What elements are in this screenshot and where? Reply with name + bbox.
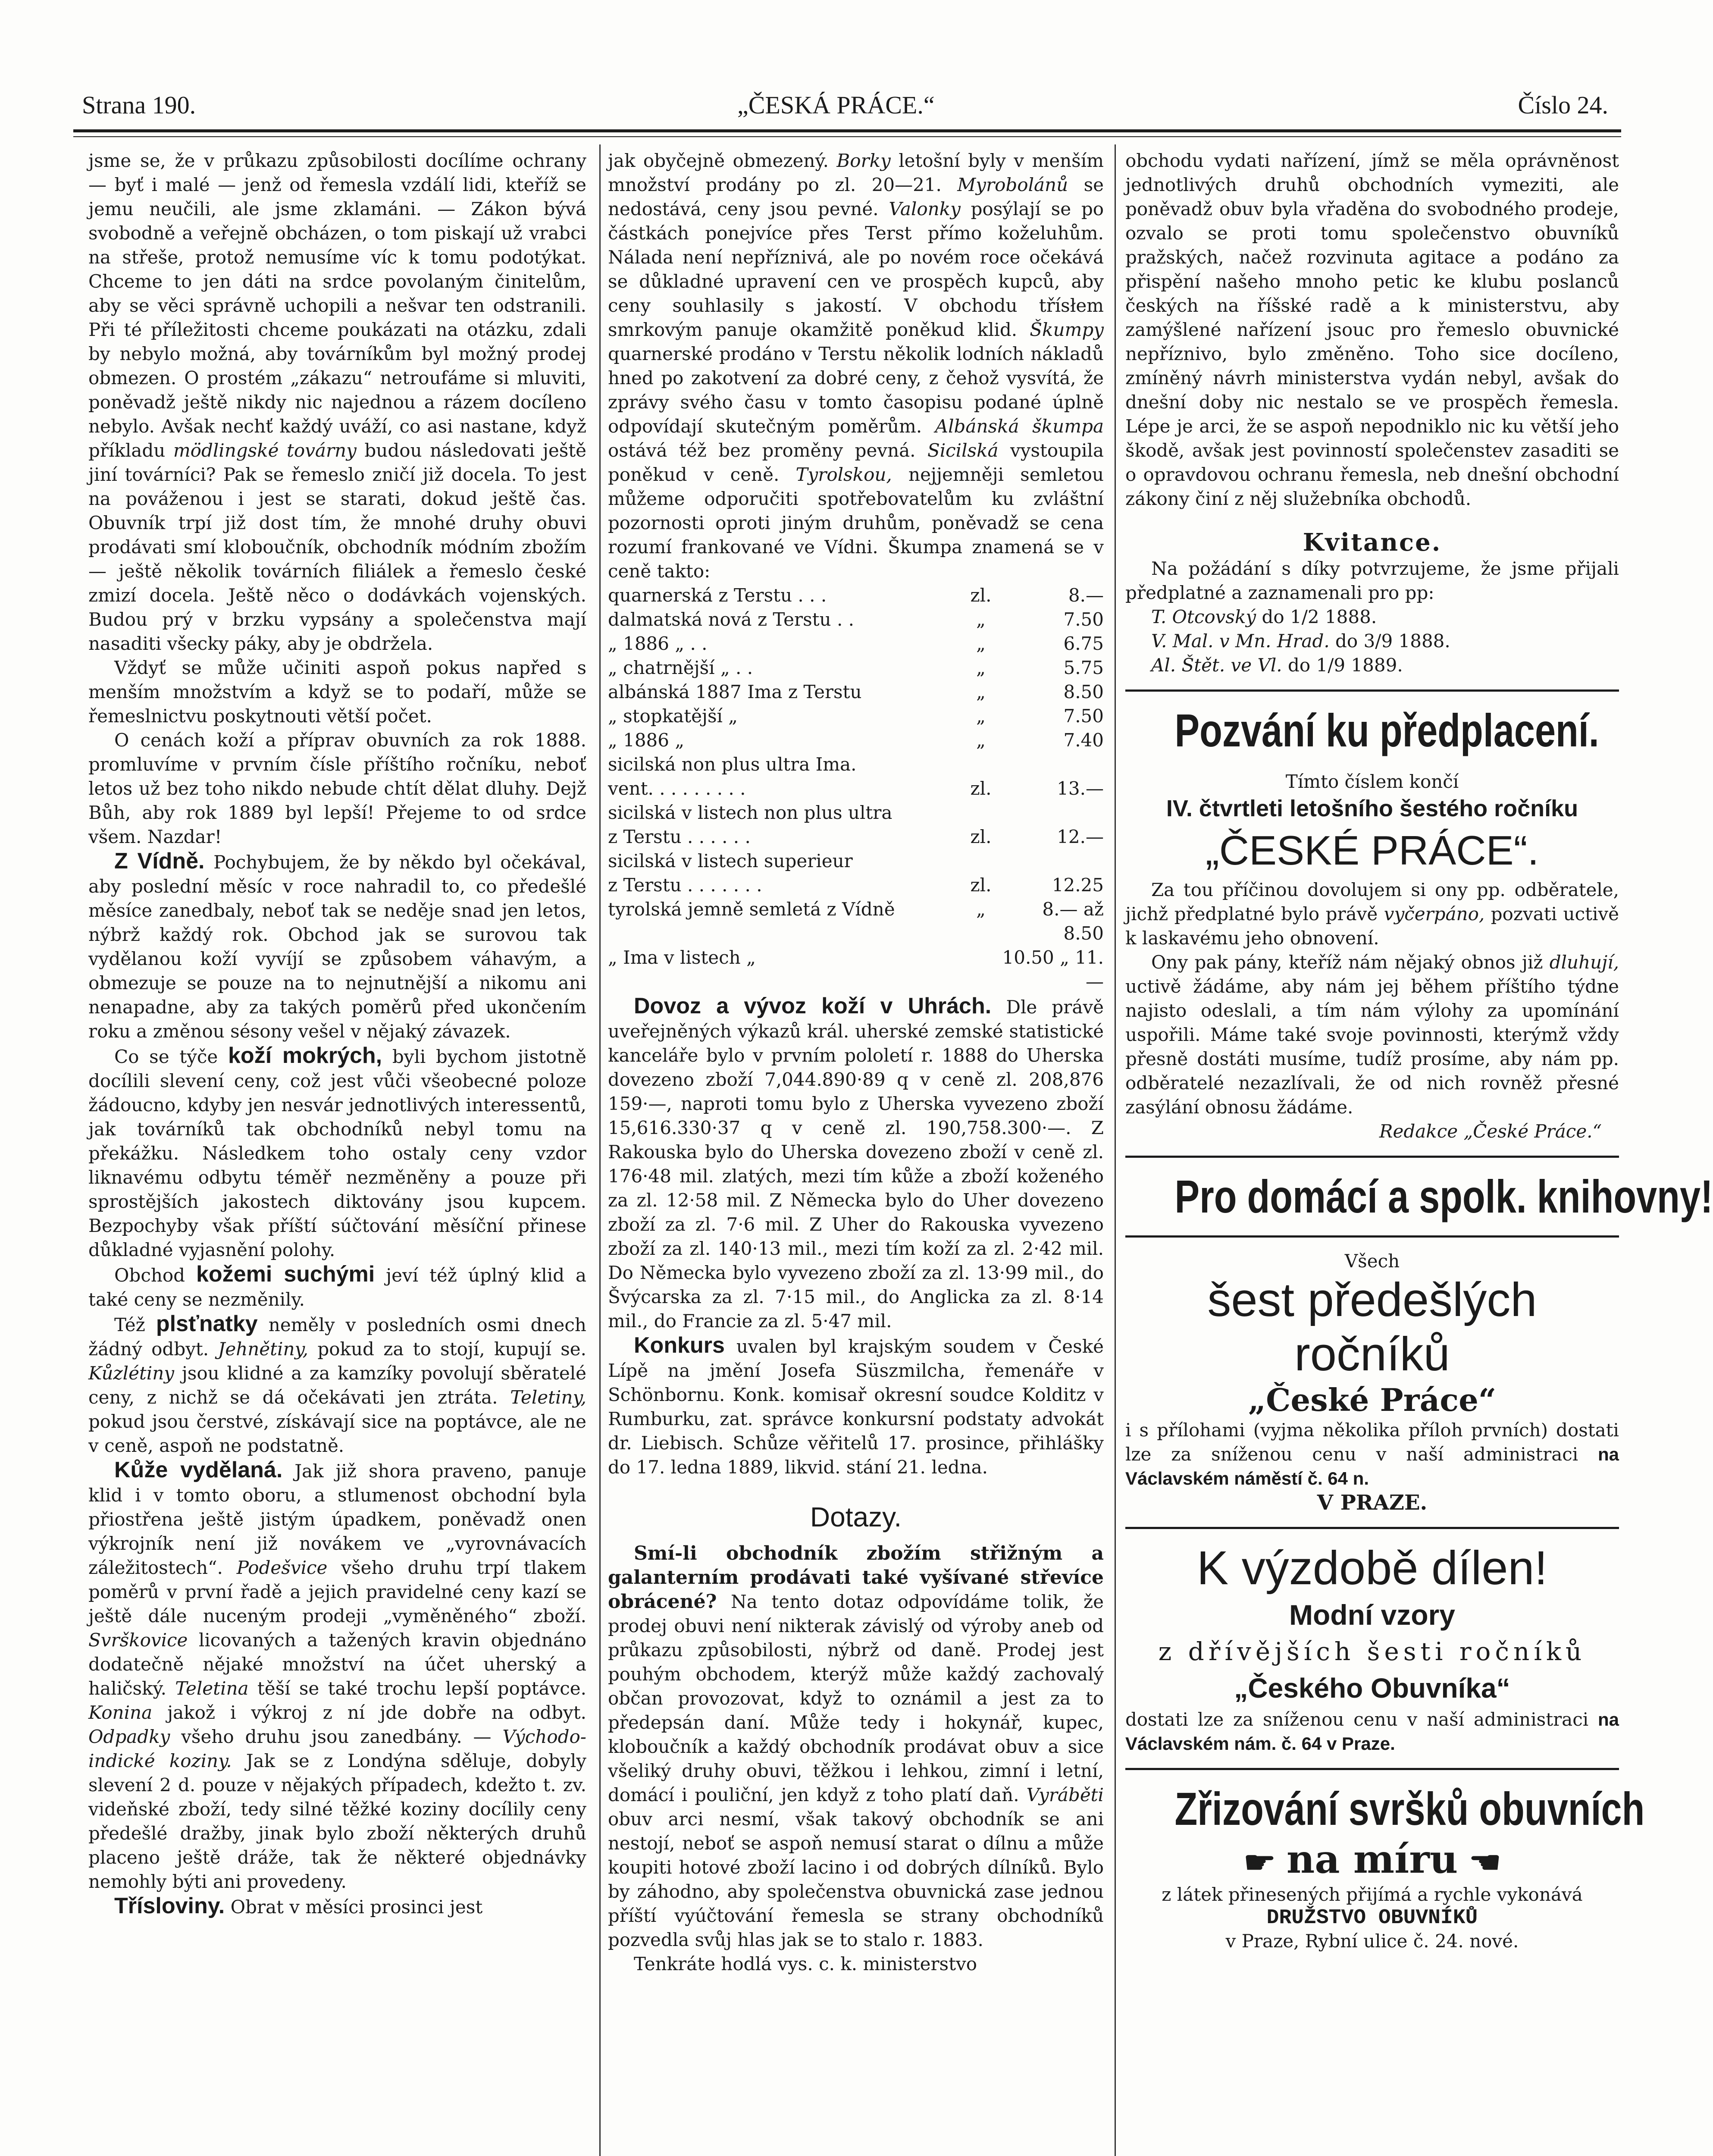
price-row: quarnerská z Terstu . . . zl. 8.— (608, 585, 1104, 606)
pointing-hand-icon: ☛ (1243, 1844, 1276, 1880)
price-row: „ Ima v listech „ 10.50 „ 11.— (608, 947, 1104, 992)
ad-library-line: Všech (1344, 1250, 1400, 1272)
price-row: albánská 1887 Ima z Terstu „ 8.50 (608, 681, 1104, 702)
kvitance-text: Na požádání s díky potvrzujeme, že jsme přijali předplatné a zaznamenali pro pp: (1125, 558, 1619, 603)
price-row: sicilská non plus ultra Ima. (608, 754, 857, 775)
column-divider (1115, 144, 1116, 2156)
kvitance-row: Al. Štět. ve Vl. do 1/9 1889. (1151, 655, 1403, 676)
ad-uppers-title: Zřizování svršků obuvních (1174, 1783, 1645, 1835)
price-row: sicilská v listech non plus ultra (608, 802, 893, 823)
header-rule (73, 129, 1621, 132)
price-row: dalmatská nová z Terstu . . „ 7.50 (608, 609, 1104, 630)
issue-number: Číslo 24. (1518, 91, 1608, 119)
kvitance-row: T. Otcovský do 1/2 1888. (1151, 606, 1377, 627)
ad-uppers-text: z látek přinesených přijímá a rychle vykonává (1162, 1884, 1583, 1905)
page-header (82, 86, 1608, 134)
ad-library-line: šest předešlých ročníků (1207, 1273, 1537, 1381)
ad-subscription-text: Ony pak pány, kteříž nám nějaký obnos již dluhují, uctivě žádáme, aby nám jej během příštího týdne najisto odeslali, a tím nám výlohy za upomínání uspořili. Máme také svoje povinnosti, kterýmž vždy přesně dostáti musíme, tudíž prosíme, aby nám pp. odběratelé nezazlívali, že od nich rovněž přesné zasýlání obnosu žádáme. (1125, 952, 1619, 1118)
article-paragraph: Tenkráte hodlá vys. c. k. ministerstvo (634, 1953, 977, 1974)
section-title-dotazy: Dotazy. (810, 1501, 902, 1532)
journal-title: „ČESKÁ PRÁCE.“ (737, 91, 935, 119)
ad-workshop-text: dostati lze za sníženou cenu v naší administraci na Václavském nám. č. 64 v Praze. (1125, 1709, 1619, 1754)
ad-subscription-text: Za tou příčinou dovolujem si ony pp. odběratele, jichž předplatné bylo právě vyčerpáno, pozvati uctivě k laskavému jeho obnovení. (1125, 879, 1619, 949)
kvitance-title: Kvitance. (1303, 528, 1442, 557)
price-row: vent. . . . . . . . . zl. 13.— (608, 778, 1104, 799)
ad-library-text: i s přílohami (vyjma několika příloh prvních) dostati lze za sníženou cenu v naší administraci na Václavském náměstí č. 64 n. (1125, 1420, 1619, 1489)
article-paragraph: Obchod kožemi suchými jeví též úplný klid a také ceny se nezměnily. (88, 1262, 586, 1310)
vienna-heading: Z Vídně. (114, 849, 205, 874)
page-number: Strana 190. (82, 91, 196, 119)
ad-subscription-line: IV. čtvrtleti letošního šestého ročníku (1166, 796, 1578, 821)
column-divider (599, 144, 601, 2156)
article-paragraph: Co se týče koží mokrých, byli bychom jistotně docílili slevení ceny, což jest vůči všeobecné poloze žádoucno, kdyby jen nesvár jednotlivých interessentů, jak továrníků tak obchodníků nebyl tomu na překážku. Následkem toho ostaly ceny vzdor liknavému odbytu téměř nezměněny a pouze při sprostějších jakostech diktovány jsou kupcem. Bezpochyby však příští súčtování měsíční přinese důkladné vyjasnění polohy. (88, 1043, 587, 1260)
price-row: „ chatrnější „ . . „ 5.75 (608, 657, 1104, 678)
ad-rule (1125, 1527, 1619, 1529)
ad-workshop-title: K výzdobě dílen! (1196, 1542, 1548, 1595)
price-row: sicilská v listech superieur (608, 850, 853, 871)
column-2 (608, 149, 1104, 2156)
kvitance-row: V. Mal. v Mn. Hrad. do 3/9 1888. (1151, 630, 1450, 652)
article-paragraph: Též plsťnatky neměly v posledních osmi dnech žádný odbyt. Jehnětiny, pokud za to stojí, kupují se. Kůzlétiny jsou klidné a za kamzíky povolují sběratelé ceny, z nichž se dá očekávati jen ztráta. Teletiny, pokud jsou čerstvé, získávají sice na poptávce, ale ne v ceně, aspoň ne podstatně. (88, 1311, 586, 1456)
ad-uppers-address: v Praze, Rybní ulice č. 24. nové. (1225, 1930, 1519, 1952)
ad-library-title: Pro domácí a spolk. knihovny! (1174, 1170, 1713, 1222)
price-row: „ 1886 „ „ 7.40 (608, 730, 1104, 751)
ad-subscription-title: Pozvání ku předplacení. (1174, 704, 1599, 756)
ad-journal-name: „ČESKÉ PRÁCE“. (1205, 827, 1539, 874)
ad-rule (1125, 1235, 1619, 1238)
ad-subscription-line: Tímto číslem končí (1285, 771, 1459, 792)
article-paragraph: Konkurs uvalen byl krajským soudem v České Lípě na jmění Josefa Süszmilcha, řemenáře v Schönbornu. Konk. komisař okresní soudce Kolditz v Rumburku, zat. správce konkursní podstaty advokát dr. Liebisch. Schůze věřitelů 17. prosince, přihlášky do 17. ledna 1889, likvid. stání 21. ledna. (608, 1333, 1104, 1478)
ad-library-city: V PRAZE. (1317, 1491, 1428, 1515)
article-paragraph: Dovoz a vývoz koží v Uhrách. Dle právě uveřejněných výkazů král. uherské zemské statistické kanceláře bylo v prvním pololetí r. 1888 do Uherska dovezeno zboží 7,044.890·89 q v ceně zl. 208,876 159·—, naproti tomu bylo z Uherska vyvezeno zboží 15,616.330·37 q v ceně zl. 190,758.300·—. Z Rakouska bylo do Uherska dovezeno zboží v ceně zl. 176·48 mil. zlatých, mezi tím kůže a zboží koženého za zl. 12·58 mil. Z Německa bylo do Uher dovezeno zboží za zl. 7·6 mil. Z Uher do Rakouska vyvezeno zboží za zl. 140·13 mil., mezi tím koží za zl. 2·42 mil. Do Německa bylo vyvezeno zboží za zl. 13·99 mil., do Švýcarska za zl. 7·15 mil., do Anglicka za zl. 8·14 mil., do Francie za zl. 5·47 mil. (608, 993, 1104, 1332)
ad-rule (1125, 689, 1619, 692)
price-row: z Terstu . . . . . . . zl. 12.25 (608, 874, 1104, 896)
price-row: „ 1886 „ . . „ 6.75 (608, 633, 1104, 654)
ad-rule (1125, 1768, 1619, 1770)
article-paragraph: Kůže vydělaná. Jak již shora praveno, panuje klid i v tomto oboru, a stlumenost obchodní byla přiostřena ještě jistým úpadkem, poněvadž onen výkrojník není již novákem ve „vyrovnávacích záležitostech“. Podešvice všeho druhu trpí tlakem poměrů v první řadě a jejich pravidelné ceny kazí se ještě dále nuceným prodeji „vyměněného“ zboží. Svrškovice licovaných a tažených kravin objednáno dodatečně nějaké množství na účet uherský a haličský. Teletina těší se také trochu lepší poptávce. Konina jakož i výkroj z ní jde dobře na odbyt. Odpadky všeho druhu jsou zanedbány. — Východo-indické koziny. Jak se z Londýna sděluje, dobyly slevení 2 d. pouze v nějakých případech, kdežto t. zv. videňské zboží, tedy silné těžké koziny docílily ceny předešlé dražby, jinak bylo zboží některých druhů placeno ještě dráže, tak že některé objednávky nemohly býti ani provedeny. (88, 1457, 587, 1892)
article-paragraph: Vždyť se může učiniti aspoň pokus napřed s menším množstvím a když se to podaří, může se řemeslnictvu poskytnouti větší počet. (88, 657, 586, 727)
header-rule-thin (73, 136, 1621, 137)
article-paragraph: Smí-li obchodník zbožím střižným a galanterním prodávati také vyšívané střevíce obrácené? Na tento dotaz odpovídáme tolik, že prodej obuvi není nikterak závislý od výroby aneb od průkazu způsobilosti, nýbrž od daně. Prodej jest pouhým obchodem, kterýž může každý zachovalý občan provozovat, když to oznámil a jest za to předepsán daní. Může tedy i hokynář, kupec, kloboučník a každý obchodník prodávat obuv a sice všeliký druhy obuvi, těžkou i lehkou, zimní i letní, domácí i pouliční, jen když z toho platí daň. Vyráběti obuv arci nesmí, však takový obchodník se ani nestojí, neboť se aspoň nemusí starat o dílnu a může koupiti hotové zboží lacino i od dobrých dílníků. Bylo by záhodno, aby společenstva obuvnická zase jednou příští vyúčtování řemesla se strany obchodníků pozvedla svůj hlas jak se to stalo r. 1883. (608, 1542, 1104, 1950)
ad-library-journal: „České Práce“ (1248, 1382, 1497, 1418)
article-paragraph: obchodu vydati nařízení, jímž se měla oprávněnost jednotlivých druhů obchodních vymeziti, ale poněvadž obuv byla vřaděna do svobodného prodeje, ozvalo se proti tomu společenstvo obuvníků pražských, načež rozvinuta agitace a podáno za přispění našeho mnoho petic ke klubu poslanců českých na říšské radě a k ministerstvu, aby zamýšlené nařízení jsouc pro řemeslo obuvnické nepříznivo, bylo změněno. Toho sice docíleno, zmíněný návrh ministerstva vydán nebyl, avšak do dnešní doby nic nestalo se ve prospěch řemesla. Lépe je arci, že se aspoň nepodniklo nic ku větší jeho škodě, avšak jest povinností společenstev zasaditi se o opravdovou ochranu řemesla, neb dnešní obchodní zákony činí z něj služebníka obchodů. (1125, 150, 1619, 509)
price-row: „ stopkatější „ „ 7.50 (608, 705, 1104, 727)
ad-uppers-org: DRUŽSTVO OBUVNÍKŮ (1266, 1906, 1478, 1930)
price-row: z Terstu . . . . . . zl. 12.— (608, 826, 1104, 847)
price-table (608, 583, 1104, 994)
article-paragraph: jak obyčejně obmezený. Borky letošní byly v menším množství prodány po zl. 20—21. Myrobolánů se nedostává, ceny jsou pevné. Valonky posýlají se po částkách ponejvíce přes Terst přímo koželuhům. Nálada není nepříznivá, ale po novém roce očekává se důkladné upravení cen ve prospěch kupců, aby ceny souhlasily s jakostí. V obchodu třísłem smrkovým panuje okamžitě poněkud klid. Škumpy quarnerské prodáno v Terstu několik lodních nákladů hned po zakotvení za dobré ceny, z čehož vysvítá, že zprávy svého času v tomto časopisu podané úplně odpovídají skutečným poměrům. Albánská škumpa ostává též bez proměny pevná. Sicilská vystoupila poněkud v ceně. Tyrolskou, nejjemněji semletou můžeme odporučiti spotřebovatelům ku zvláštní pozornosti oproti jiným druhům, poněvadž se cena rozumí frankované ve Vídni. Škumpa znamená se v ceně takto: (608, 150, 1104, 582)
ad-signature: Redakce „České Práce.“ (1379, 1121, 1602, 1142)
ad-rule (1125, 1156, 1619, 1158)
article-paragraph: O cenách koží a příprav obuvních za rok 1888. promluvíme v prvním čísle příštího ročníku, neboť letos už bez toho nikdo nebude chtít dělat dluhy. Dejž Bůh, aby rok 1889 byl lepší! Přejeme to od srdce všem. Nazdar! (88, 730, 586, 847)
ad-workshop-line: z dřívějších šesti ročníků (1158, 1637, 1586, 1666)
column-1 (88, 149, 586, 2156)
article-paragraph: Z Vídně. Pochybujem, že by někdo byl očekával, aby poslední měsíc v roce nahradil to, co předešlé měsíce zanedbaly, neboť tak se neděje snad jen letos, nýbrž každý rok. Obchod jak se surovou tak vydělanou koží vyvíjí se způsobem váhavým, a obmezuje se pouze na to nejnutnější a nikomu ani nenapadne, aby za takých poměrů před ukončením roku a změnou sésony vešel v nějaký závazek. (88, 849, 586, 1042)
ad-uppers-line: ☛ na míru ☚ (1243, 1836, 1501, 1882)
ad-workshop-journal: „Českého Obuvníka“ (1234, 1673, 1510, 1704)
article-paragraph: jsme se, že v průkazu způsobilosti docílíme ochrany — byť i malé — jenž od řemesla vzdálí lidi, kteříž se jemu neučili, ale jsme zklamáni. — Zákon bývá svobodně a veřejně obcházen, o tom piskají už vrabci na střeše, protož nemusíme víc k tomu podotýkat. Chceme to jen dáti na srdce povolaným činitelům, aby se věci správně uchopili a nešvar ten odstranili. Při té příležitosti chceme poukázati na otázku, zdali by nebylo možná, aby továrníkům byl možný prodej obmezen. O prostém „zákazu“ netroufáme si mluviti, poněvadž ještě nikdy nic najednou a rázem docíleno nebylo. Avšak nechť každý uváží, co asi nastane, když příkladu mödlingské továrny budou následovati ještě jiní továrníci? Pak se řemeslo zničí již docela. To jest na pováženou i jest se starati, dokud ještě čas. Obuvník trpí již dost tím, že mnohé druhy obuvi prodávati smí kloboučník, obchodník módním zbožím — ještě několik továrních filiálek a řemeslo české zmizí docela. Ještě něco o dodávkách vojenských. Budou prý v brzku vypsány a společenstva mají nasaditi všecky páky, aby je obdržela. (88, 150, 586, 654)
column-3 (1125, 149, 1713, 2156)
article-paragraph: Třísloviny. Obrat v měsíci prosinci jest (114, 1893, 483, 1918)
pointing-hand-icon: ☚ (1469, 1844, 1501, 1880)
ad-workshop-line: Modní vzory (1289, 1599, 1455, 1631)
price-row: tyrolská jemně semletá z Vídně „ 8.— až 8.50 (608, 899, 1104, 944)
